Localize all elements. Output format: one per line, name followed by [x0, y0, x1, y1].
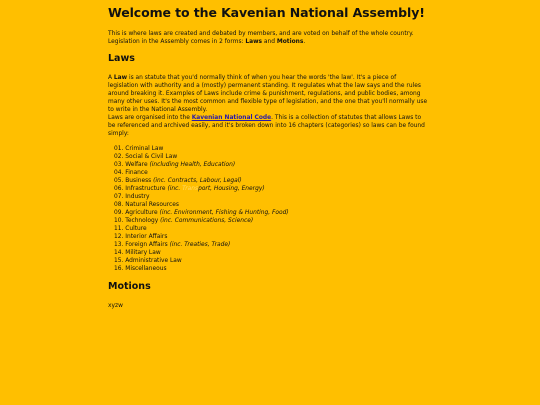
laws-p1-bold: Law — [113, 75, 128, 81]
intro-form-laws: Laws — [245, 39, 263, 45]
chapter-label: 07. Industry — [114, 194, 150, 200]
chapter-item — [114, 241, 428, 249]
laws-heading: Laws — [108, 53, 135, 64]
intro-end: . — [303, 39, 306, 45]
chapter-detail-faded: Trans — [182, 186, 199, 192]
laws-code-paragraph — [108, 114, 428, 138]
chapter-label: 15. Administrative Law — [114, 258, 182, 264]
chapter-label: 01. Criminal Law — [114, 146, 164, 152]
laws-p2-body: . This is a collection of statutes that allows Laws to be referenced and archived easily, and it's broken down into 16 chapters (categories) so laws can be found simply: — [108, 115, 425, 137]
chapter-item — [114, 145, 428, 153]
laws-p2-start: Laws are organised into the — [108, 115, 192, 121]
chapter-label: 03. Welfare — [114, 162, 148, 168]
chapter-item — [114, 233, 428, 241]
laws-p1-body: is an statute that you'd normally think of when you hear the words 'the law'. It's a piece of legislation with authority and a (mostly) permanent standing. It regulates what the law says and the rules around breaking it. Examples of Laws include crime & punishment, regulations, and public bodies, among many other uses. It's the most common and flexible type of legislation, and the one that you'll normally use to write in the National Assembly. — [108, 75, 428, 113]
laws-definition-paragraph — [108, 74, 428, 114]
chapter-label: 05. Business — [114, 178, 152, 184]
page-title: Welcome to the Kavenian National Assembly! — [108, 5, 425, 20]
chapter-label: 13. Foreign Affairs — [114, 242, 168, 248]
chapter-detail-end: port, Housing, Energy) — [198, 186, 265, 192]
kavenian-national-code-link[interactable]: Kavenian National Code — [191, 115, 272, 121]
chapter-item — [114, 201, 428, 209]
chapter-detail — [167, 186, 264, 192]
chapter-detail: (inc. Environment, Fishing & Hunting, Food) — [159, 210, 289, 216]
chapter-item — [114, 169, 428, 177]
chapter-item — [114, 153, 428, 161]
chapter-label: 08. Natural Resources — [114, 202, 179, 208]
chapter-label: 14. Military Law — [114, 250, 161, 256]
chapter-item — [114, 193, 428, 201]
motions-text: xyzw — [108, 303, 123, 309]
chapter-item — [114, 249, 428, 257]
chapter-label: 04. Finance — [114, 170, 148, 176]
chapter-label: 12. Interior Affairs — [114, 234, 168, 240]
chapter-item — [114, 265, 428, 273]
intro-paragraph — [108, 30, 428, 46]
motions-heading: Motions — [108, 281, 151, 292]
chapter-label: 11. Culture — [114, 226, 147, 232]
chapter-label: 02. Social & Civil Law — [114, 154, 178, 160]
chapter-item — [114, 225, 428, 233]
main-content — [108, 0, 428, 310]
intro-form-motions: Motions — [276, 39, 304, 45]
chapter-detail: (including Health, Education) — [149, 162, 236, 168]
chapter-label: 10. Technology — [114, 218, 159, 224]
chapter-label: 16. Miscellaneous — [114, 266, 167, 272]
chapter-detail: (inc. Treaties, Trade) — [169, 242, 231, 248]
chapter-detail: (inc. Communications, Science) — [160, 218, 254, 224]
chapter-detail: (inc. Contracts, Labour, Legal) — [153, 178, 242, 184]
chapter-item — [114, 185, 428, 193]
intro-and: and — [262, 39, 277, 45]
chapter-label: 09. Agriculture — [114, 210, 158, 216]
chapter-item — [114, 177, 428, 185]
laws-p1-start: A — [108, 75, 114, 81]
chapter-detail-start: (inc. — [167, 186, 183, 192]
chapter-item — [114, 161, 428, 169]
intro-text: This is where laws are created and debated by members, and are voted on behalf of the whole country. Legislation in the Assembly comes in 2 forms: — [108, 31, 414, 45]
chapter-list — [108, 145, 428, 273]
chapter-item — [114, 217, 428, 225]
chapter-label: 06. Infrastructure — [114, 186, 166, 192]
chapter-item — [114, 209, 428, 217]
chapter-item — [114, 257, 428, 265]
